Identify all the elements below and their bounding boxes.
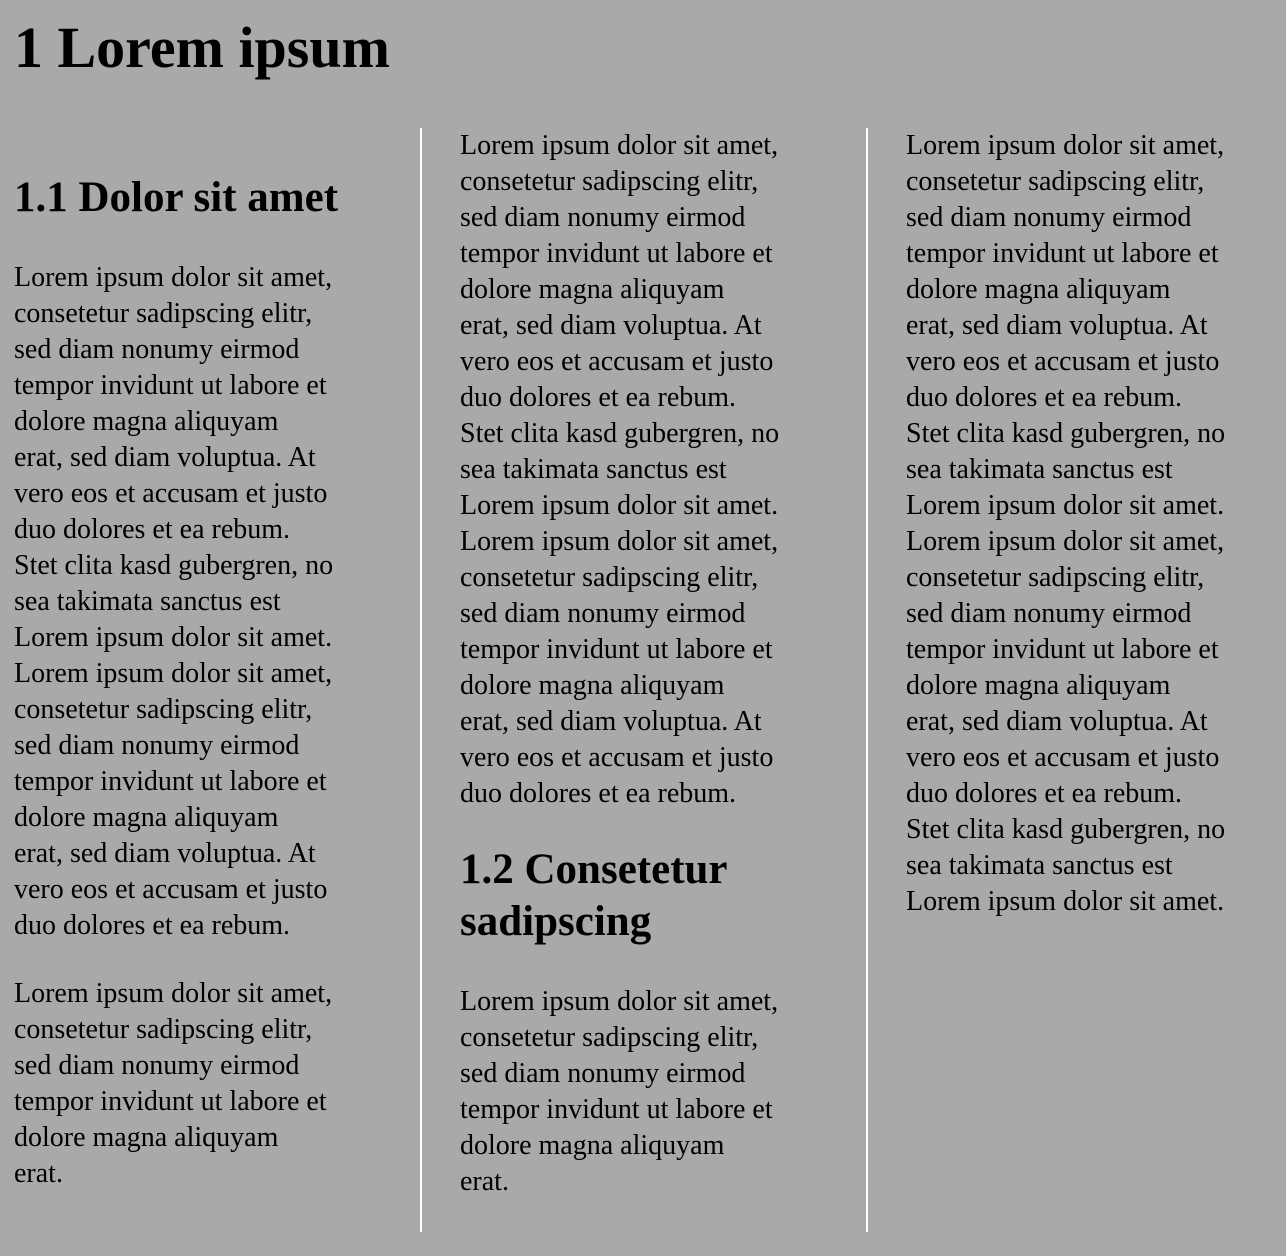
page-title: 1 Lorem ipsum bbox=[14, 15, 390, 80]
paragraph: Lorem ipsum dolor sit amet, consetetur sadipscing elitr, sed diam nonumy eirmod tempor invidunt ut labore et dolore magna aliquyam erat, sed diam voluptua. At vero eos et accusam et justo duo dolores et ea rebum. Stet clita kasd gubergren, no sea takimata sanctus est Lorem ipsum dolor sit amet. Lorem ipsum dolor sit amet, consetetur sadipscing elitr, sed diam nonumy eirmod tempor invidunt ut labore et dolore magna aliquyam erat, sed diam voluptua. At vero eos et accusam et justo duo dolores et ea rebum. Stet clita kasd gubergren, no sea takimata sanctus est Lorem ipsum dolor sit amet. bbox=[906, 130, 1226, 917]
paragraph: Lorem ipsum dolor sit amet, consetetur sadipscing elitr, sed diam nonumy eirmod tempor invidunt ut labore et dolore magna aliquyam erat, sed diam voluptua. At vero eos et accusam et justo duo dolores et ea rebum. Stet clita kasd gubergren, no sea takimata sanctus est Lorem ipsum dolor sit amet. Lorem ipsum dolor sit amet, consetetur sadipscing elitr, sed diam nonumy eirmod tempor invidunt ut labore et dolore magna aliquyam erat, sed diam voluptua. At vero eos et accusam et justo duo dolores et ea rebum. bbox=[460, 130, 780, 809]
section-heading-1-2: 1.2 Consetetur sadipscing bbox=[460, 846, 728, 945]
column-rule bbox=[420, 128, 422, 1232]
column-2 bbox=[460, 128, 840, 1232]
paragraph: Lorem ipsum dolor sit amet, consetetur sadipscing elitr, sed diam nonumy eirmod tempor invidunt ut labore et dolore magna aliquyam erat. bbox=[460, 986, 779, 1197]
paragraph: Lorem ipsum dolor sit amet, consetetur sadipscing elitr, sed diam nonumy eirmod tempor invidunt ut labore et dolore magna aliquyam erat, sed diam voluptua. At vero eos et accusam et justo duo dolores et ea rebum. Stet clita kasd gubergren, no sea takimata sanctus est Lorem ipsum dolor sit amet. Lorem ipsum dolor sit amet, consetetur sadipscing elitr, sed diam nonumy eirmod tempor invidunt ut labore et dolore magna aliquyam erat, sed diam voluptua. At vero eos et accusam et justo duo dolores et ea rebum. bbox=[14, 262, 334, 941]
section-heading-1-1: 1.1 Dolor sit amet bbox=[14, 174, 339, 221]
column-3 bbox=[906, 128, 1286, 1232]
column-1 bbox=[14, 128, 394, 1232]
column-rule bbox=[866, 128, 868, 1232]
paragraph: Lorem ipsum dolor sit amet, consetetur sadipscing elitr, sed diam nonumy eirmod tempor invidunt ut labore et dolore magna aliquyam erat. bbox=[14, 978, 333, 1189]
